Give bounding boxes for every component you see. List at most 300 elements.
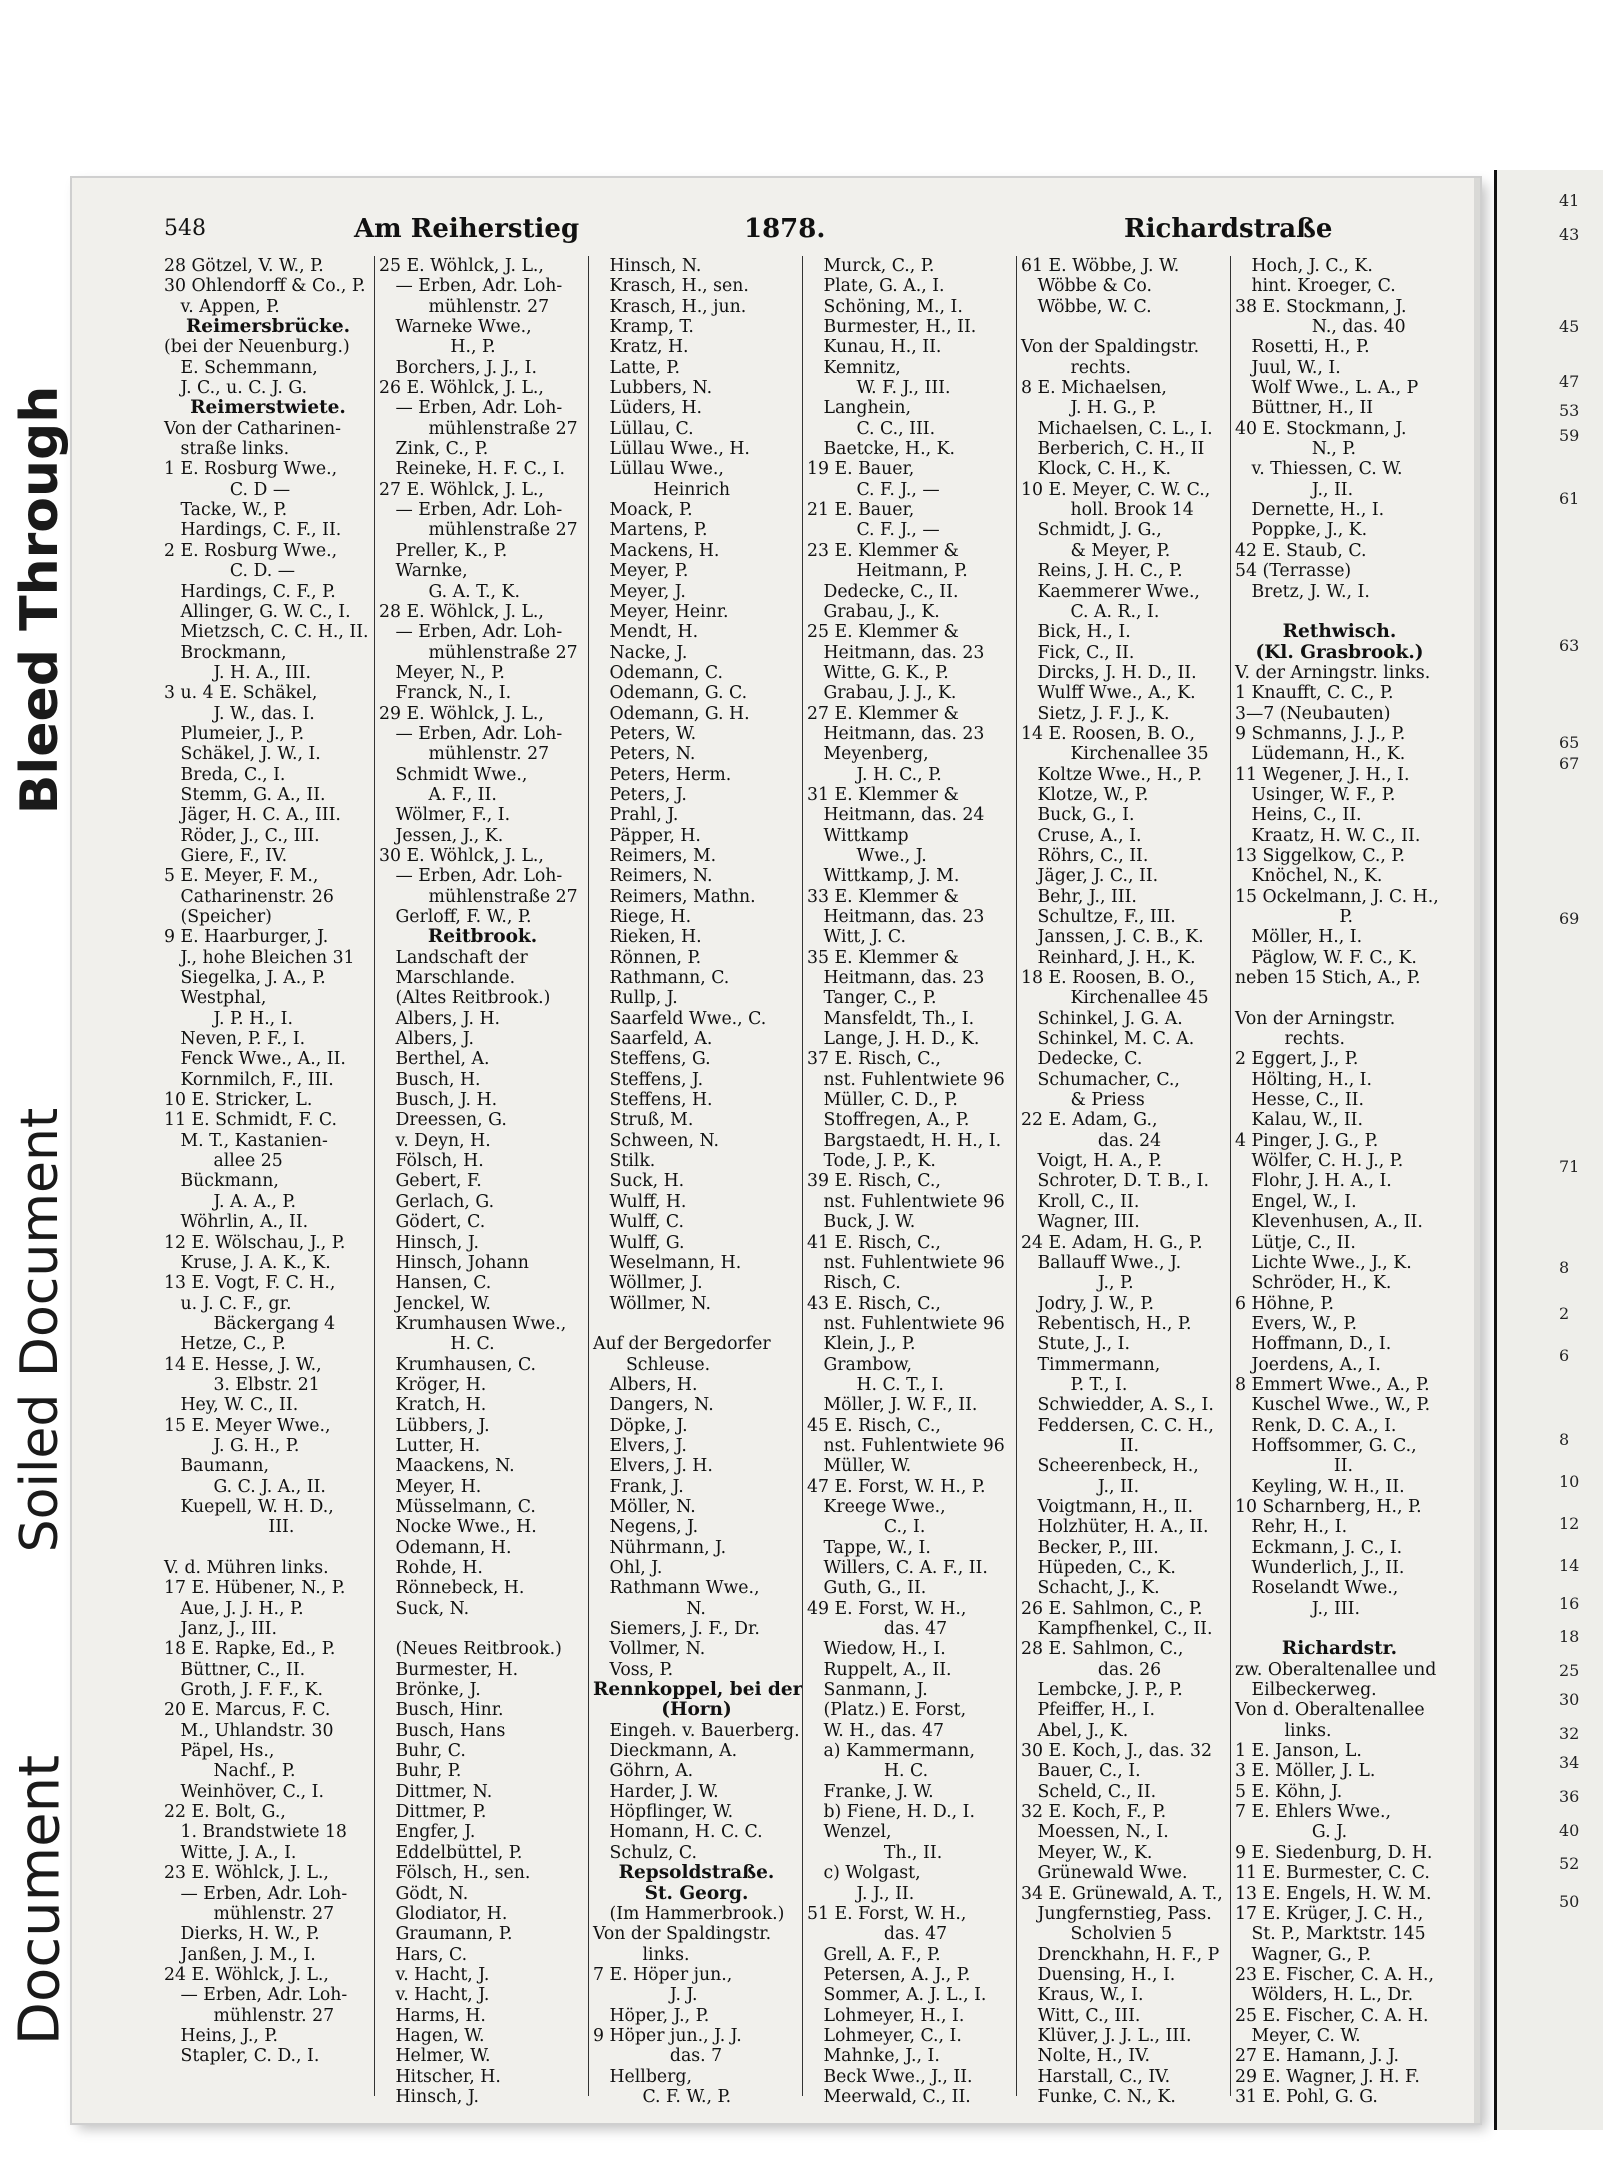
directory-entry: v. Appen, P. bbox=[164, 296, 280, 317]
directory-entry: 24 E. Adam, H. G., P. bbox=[1021, 1232, 1203, 1253]
directory-entry: Sommer, A. J. L., I. bbox=[807, 1985, 987, 2006]
directory-entry: Grambow, bbox=[807, 1354, 912, 1375]
directory-entry: 7 E. Ehlers Wwe., bbox=[1235, 1802, 1391, 1823]
directory-entry: II. bbox=[1235, 1456, 1354, 1477]
directory-entry: Janz, J., III. bbox=[164, 1619, 277, 1640]
directory-entry: J., P. bbox=[1021, 1273, 1134, 1294]
directory-entry: Dedecke, C., II. bbox=[807, 581, 959, 602]
directory-entry: a) Kammermann, bbox=[807, 1741, 975, 1762]
directory-entry: Eilbeckerweg. bbox=[1235, 1680, 1377, 1701]
directory-entry: III. bbox=[164, 1517, 295, 1538]
directory-entry: Feddersen, C. C. H., bbox=[1021, 1415, 1214, 1436]
directory-entry: neben 15 Stich, A., P. bbox=[1235, 968, 1421, 989]
directory-entry: Hoffmann, D., I. bbox=[1235, 1334, 1392, 1355]
directory-column-5 bbox=[1016, 256, 1228, 2107]
directory-entry: Heins, C., II. bbox=[1235, 805, 1362, 826]
directory-entry: Brockmann, bbox=[164, 642, 287, 663]
directory-entry: mühlenstraße 27 bbox=[379, 520, 578, 541]
directory-entry: Hitscher, H. bbox=[379, 2066, 501, 2087]
margin-fragment: 63 bbox=[1559, 636, 1580, 656]
directory-entry: Gödt, N. bbox=[379, 1883, 469, 1904]
directory-entry: Weinhöver, C., I. bbox=[164, 1781, 324, 1802]
directory-entry: Hoch, J. C., K. bbox=[1235, 256, 1373, 276]
directory-entry: Heitmann, das. 23 bbox=[807, 642, 985, 663]
directory-entry: allee 25 bbox=[164, 1151, 283, 1172]
directory-entry: Witte, J. A., I. bbox=[164, 1842, 297, 1863]
directory-entry: Weselmann, H. bbox=[593, 1252, 742, 1273]
directory-entry: 31 E. Pohl, G. G. bbox=[1235, 2086, 1378, 2107]
directory-entry: Rieken, H. bbox=[593, 927, 702, 948]
directory-entry: Hey, W. C., II. bbox=[164, 1395, 299, 1416]
directory-entry: Bretz, J. W., I. bbox=[1235, 581, 1370, 602]
directory-entry: 11 E. Burmester, C. C. bbox=[1235, 1863, 1430, 1884]
directory-entry: Baumann, bbox=[164, 1456, 270, 1477]
directory-entry: Plumeier, J., P. bbox=[164, 723, 305, 744]
directory-entry: Päglow, W. F. C., K. bbox=[1235, 947, 1417, 968]
directory-entry: Gerlach, G. bbox=[379, 1191, 495, 1212]
directory-entry: W. F. J., III. bbox=[807, 378, 951, 399]
margin-fragment: 10 bbox=[1559, 1472, 1580, 1491]
margin-fragment: 52 bbox=[1559, 1854, 1580, 1874]
margin-fragment: 25 bbox=[1559, 1661, 1580, 1680]
directory-entry: J. H. A., III. bbox=[164, 662, 311, 683]
directory-entry: Mietzsch, C. C. H., II. bbox=[164, 622, 369, 643]
directory-entry: Heitmann, P. bbox=[807, 561, 968, 582]
directory-entry: Janssen, J. C. B., K. bbox=[1021, 927, 1204, 948]
directory-entry: 49 E. Forst, W. H., bbox=[807, 1598, 967, 1619]
directory-entry: Preller, K., P. bbox=[379, 540, 508, 561]
directory-entry: 24 E. Wöhlck, J. L., bbox=[164, 1964, 329, 1985]
directory-entry: Wölders, H. L., Dr. bbox=[1235, 1985, 1414, 2006]
directory-entry: Berberich, C. H., II bbox=[1021, 439, 1205, 460]
archive-stamp-strip bbox=[0, 0, 80, 2177]
directory-entry: Joerdens, A., I. bbox=[1235, 1354, 1381, 1375]
directory-entry: 23 E. Klemmer & bbox=[807, 540, 959, 561]
directory-entry: Wolf Wwe., L. A., P bbox=[1235, 378, 1419, 399]
directory-entry: 26 E. Sahlmon, C., P. bbox=[1021, 1598, 1203, 1619]
directory-entry: Gebert, F. bbox=[379, 1171, 482, 1192]
directory-entry: Höper, J., P. bbox=[593, 2005, 710, 2026]
directory-entry: P. bbox=[1235, 907, 1353, 927]
directory-entry: Peters, J. bbox=[593, 784, 687, 805]
directory-entry: 47 E. Forst, W. H., P. bbox=[807, 1476, 986, 1497]
directory-entry: Nacke, J. bbox=[593, 642, 688, 663]
directory-entry: G. A. T., K. bbox=[379, 581, 520, 602]
directory-entry: II. bbox=[1021, 1435, 1140, 1456]
directory-entry: Riege, H. bbox=[593, 907, 692, 927]
directory-entry: Fick, C., II. bbox=[1021, 642, 1135, 663]
bleed-through-stamp: Bleed Through bbox=[10, 385, 70, 815]
directory-entry: Wulff, H. bbox=[593, 1191, 687, 1212]
soiled-document-stamp: Soiled Document bbox=[10, 1107, 70, 1553]
directory-entry: Abel, J., K. bbox=[1021, 1720, 1129, 1741]
directory-entry: P. T., I. bbox=[1021, 1374, 1128, 1395]
directory-entry: Burmester, H. bbox=[379, 1659, 519, 1680]
directory-entry: Franck, N., I. bbox=[379, 683, 512, 704]
directory-entry: Peters, W. bbox=[593, 723, 697, 744]
directory-page bbox=[72, 178, 1480, 2123]
directory-entry: 5 E. Köhn, J. bbox=[1235, 1781, 1343, 1802]
directory-entry: Krumhausen, C. bbox=[379, 1354, 537, 1375]
directory-entry: Marschlande. bbox=[379, 968, 516, 989]
column-spacer bbox=[164, 1538, 372, 1558]
directory-entry: — Erben, Adr. Loh- bbox=[164, 1985, 348, 2006]
directory-entry: 6 Höhne, P. bbox=[1235, 1293, 1335, 1314]
directory-entry: Wagner, III. bbox=[1021, 1212, 1140, 1233]
directory-entry: Möller, J. W. F., II. bbox=[807, 1395, 978, 1416]
directory-entry: das. 7 bbox=[593, 2046, 723, 2067]
directory-entry: Berthel, A. bbox=[379, 1049, 490, 1070]
directory-entry: C. F. J., — bbox=[807, 479, 940, 500]
directory-entry: Schultze, F., III. bbox=[1021, 907, 1176, 927]
directory-entry: Hansen, C. bbox=[379, 1273, 492, 1294]
directory-entry: Harms, H. bbox=[379, 2005, 486, 2026]
directory-entry: — Erben, Adr. Loh- bbox=[379, 398, 563, 419]
directory-entry: 22 E. Bolt, G., bbox=[164, 1802, 286, 1823]
directory-entry: Aue, J. J. H., P. bbox=[164, 1598, 304, 1619]
directory-entry: Bäckergang 4 bbox=[164, 1313, 336, 1334]
directory-entry: 14 E. Hesse, J. W., bbox=[164, 1354, 322, 1375]
margin-fragment: 18 bbox=[1559, 1627, 1580, 1647]
directory-entry: Cruse, A., I. bbox=[1021, 825, 1142, 846]
directory-entry: Wölmer, F., I. bbox=[379, 805, 511, 826]
directory-entry: 1 E. Rosburg Wwe., bbox=[164, 459, 338, 480]
directory-entry: Wöbbe, W. C. bbox=[1021, 296, 1152, 317]
directory-entry: straße links. bbox=[164, 439, 290, 460]
directory-entry: Engfer, J. bbox=[379, 1822, 476, 1843]
adjacent-page-edge bbox=[1494, 170, 1603, 2130]
street-heading: Rethwisch. bbox=[1282, 621, 1397, 643]
directory-entry: H. C. bbox=[379, 1334, 495, 1355]
street-heading: Reimersbrücke. bbox=[185, 316, 351, 338]
directory-entry: Tacke, W., P. bbox=[164, 500, 288, 521]
directory-entry: Voss, P. bbox=[593, 1659, 674, 1680]
directory-entry: 20 E. Marcus, F. C. bbox=[164, 1700, 331, 1721]
directory-entry: Usinger, W. F., P. bbox=[1235, 784, 1396, 805]
directory-entry: Busch, J. H. bbox=[379, 1090, 498, 1111]
directory-entry: mühlenstraße 27 bbox=[379, 642, 578, 663]
directory-entry: Hinsch, J. bbox=[379, 1232, 479, 1253]
directory-entry: Maackens, N. bbox=[379, 1456, 515, 1477]
margin-fragment: 12 bbox=[1559, 1514, 1580, 1533]
directory-entry: Wenzel, bbox=[807, 1822, 892, 1843]
directory-entry: Voigt, H. A., P. bbox=[1021, 1151, 1162, 1172]
directory-column-1 bbox=[164, 256, 372, 2096]
year-label: 1878. bbox=[744, 214, 826, 244]
directory-entry: 27 E. Wöhlck, J. L., bbox=[379, 479, 544, 500]
directory-entry: 28 E. Wöhlck, J. L., bbox=[379, 601, 544, 622]
directory-entry: Dieckmann, A. bbox=[593, 1741, 738, 1762]
directory-entry: 3. Elbstr. 21 bbox=[164, 1374, 320, 1395]
directory-entry: Kramp, T. bbox=[593, 317, 694, 338]
directory-entry: H. C. bbox=[807, 1761, 929, 1782]
directory-entry: W. H., das. 47 bbox=[807, 1720, 944, 1741]
directory-entry: Nachf., P. bbox=[164, 1761, 296, 1782]
directory-entry: Breda, C., I. bbox=[164, 764, 286, 785]
directory-entry: C. A. R., I. bbox=[1021, 601, 1160, 622]
directory-entry: Neven, P. F., I. bbox=[164, 1029, 306, 1050]
directory-entry: Westphal, bbox=[164, 988, 267, 1009]
directory-entry: — Erben, Adr. Loh- bbox=[379, 500, 563, 521]
directory-entry: Rosetti, H., P. bbox=[1235, 337, 1370, 358]
directory-entry: Lüllau Wwe., H. bbox=[593, 439, 750, 460]
directory-entry: C. F. W., P. bbox=[593, 2086, 732, 2107]
directory-entry: Willers, C. A. F., II. bbox=[807, 1558, 988, 1578]
directory-entry: Eckmann, J. C., I. bbox=[1235, 1537, 1403, 1558]
directory-entry: Meyer, P. bbox=[593, 561, 689, 582]
directory-entry: Funke, C. N., K. bbox=[1021, 2086, 1176, 2107]
directory-entry: Renk, D. C. A., I. bbox=[1235, 1415, 1397, 1436]
directory-entry: — Erben, Adr. Loh- bbox=[379, 866, 563, 887]
directory-entry: Mahnke, J., I. bbox=[807, 2046, 940, 2067]
directory-entry: Tappe, W., I. bbox=[807, 1537, 931, 1558]
directory-entry: 1 E. Janson, L. bbox=[1235, 1741, 1362, 1762]
directory-entry: Kroll, C., II. bbox=[1021, 1191, 1140, 1212]
directory-entry: 17 E. Hübener, N., P. bbox=[164, 1578, 346, 1599]
directory-entry: Reineke, H. F. C., I. bbox=[379, 459, 566, 480]
directory-entry: Klock, C. H., K. bbox=[1021, 459, 1172, 480]
directory-entry: Graumann, P. bbox=[379, 1924, 513, 1945]
directory-entry: Klein, J., P. bbox=[807, 1334, 916, 1355]
margin-fragment: 69 bbox=[1559, 909, 1580, 929]
directory-entry: Bargstaedt, H. H., I. bbox=[807, 1130, 1002, 1151]
directory-entry: 4 Pinger, J. G., P. bbox=[1235, 1130, 1379, 1151]
directory-entry: Jäger, H. C. A., III. bbox=[164, 805, 341, 826]
directory-entry: Keyling, W. H., II. bbox=[1235, 1476, 1405, 1497]
directory-entry: Auf der Bergedorfer bbox=[593, 1334, 771, 1355]
directory-entry: Moack, P. bbox=[593, 500, 693, 521]
directory-entry: 35 E. Klemmer & bbox=[807, 947, 959, 968]
directory-entry: 9 E. Haarburger, J. bbox=[164, 927, 329, 948]
directory-entry: Mendt, H. bbox=[593, 622, 699, 643]
directory-entry: mühlenstr. 27 bbox=[379, 744, 550, 765]
directory-entry: Groth, J. F. F., K. bbox=[164, 1680, 324, 1701]
directory-entry: 11 Wegener, J. H., I. bbox=[1235, 764, 1410, 785]
directory-entry: Busch, Hinr. bbox=[379, 1700, 504, 1721]
directory-entry: Stapler, C. D., I. bbox=[164, 2046, 320, 2067]
directory-entry: Krasch, H., sen. bbox=[593, 276, 749, 297]
directory-entry: 29 E. Wöhlck, J. L., bbox=[379, 703, 544, 724]
directory-entry: M., Uhlandstr. 30 bbox=[164, 1720, 334, 1741]
directory-entry: 9 Schmanns, J. J., P. bbox=[1235, 723, 1406, 744]
directory-entry: 2 E. Rosburg Wwe., bbox=[164, 540, 338, 561]
directory-entry: Kraus, W., I. bbox=[1021, 1985, 1144, 2006]
directory-entry: Grabau, J., K. bbox=[807, 601, 940, 622]
directory-entry: Jenckel, W. bbox=[379, 1293, 491, 1314]
directory-entry: Bückmann, bbox=[164, 1171, 279, 1192]
directory-entry: Negens, J. bbox=[593, 1517, 699, 1538]
directory-entry: (Speicher) bbox=[164, 907, 272, 927]
directory-entry: C., I. bbox=[807, 1517, 926, 1538]
directory-entry: Büttner, H., II bbox=[1235, 398, 1374, 419]
margin-fragment: 16 bbox=[1559, 1593, 1580, 1613]
directory-entry: mühlenstr. 27 bbox=[379, 296, 550, 317]
directory-entry: Möller, N. bbox=[593, 1496, 696, 1517]
directory-entry: 8 Emmert Wwe., A., P. bbox=[1235, 1374, 1430, 1395]
directory-entry: 9 E. Siedenburg, D. H. bbox=[1235, 1842, 1433, 1863]
directory-entry: Müller, C. D., P. bbox=[807, 1090, 958, 1111]
directory-entry: Buhr, C. bbox=[379, 1741, 466, 1762]
directory-entry: Odemann, G. C. bbox=[593, 683, 748, 704]
directory-entry: Evers, W., P. bbox=[1235, 1313, 1358, 1334]
directory-entry: G. C. J. A., II. bbox=[164, 1476, 326, 1497]
directory-entry: nst. Fuhlentwiete 96 bbox=[807, 1252, 1005, 1273]
directory-column-4 bbox=[802, 256, 1014, 2107]
directory-entry: c) Wolgast, bbox=[807, 1863, 921, 1884]
directory-entry: (Neues Reitbrook.) bbox=[379, 1639, 562, 1660]
margin-fragment: 43 bbox=[1559, 224, 1580, 244]
directory-entry: Lüllau, C. bbox=[593, 418, 694, 439]
directory-entry: 12 E. Wölschau, J., P. bbox=[164, 1232, 346, 1253]
directory-entry: Krasch, H., jun. bbox=[593, 296, 747, 317]
directory-entry: & Priess bbox=[1021, 1090, 1145, 1111]
directory-entry: Meyer, J. bbox=[593, 581, 686, 602]
directory-entry: 25 E. Fischer, C. A. H. bbox=[1235, 2005, 1429, 2026]
directory-entry: Janßen, J. M., I. bbox=[164, 1944, 316, 1965]
directory-entry: Reinhard, J. H., K. bbox=[1021, 947, 1196, 968]
directory-entry: & Meyer, P. bbox=[1021, 540, 1171, 561]
directory-entry: 2 Eggert, J., P. bbox=[1235, 1049, 1359, 1070]
margin-fragment: 6 bbox=[1559, 1346, 1570, 1365]
directory-entry: Mansfeldt, Th., I. bbox=[807, 1008, 975, 1029]
directory-entry: M. T., Kastanien- bbox=[164, 1130, 328, 1151]
directory-entry: Martens, P. bbox=[593, 520, 708, 541]
directory-entry: Meyer, C. W. bbox=[1235, 2025, 1361, 2046]
directory-entry: Suck, H. bbox=[593, 1171, 685, 1192]
directory-entry: Meyenberg, bbox=[807, 744, 929, 765]
directory-entry: Sietz, J. F. J., K. bbox=[1021, 703, 1170, 724]
directory-entry: Kirchenallee 35 bbox=[1021, 744, 1209, 765]
directory-entry: Lütje, C., II. bbox=[1235, 1232, 1356, 1253]
directory-entry: Mackens, H. bbox=[593, 540, 720, 561]
directory-entry: Steffens, J. bbox=[593, 1069, 704, 1090]
directory-entry: Dangers, N. bbox=[593, 1395, 714, 1416]
directory-entry: 3—7 (Neubauten) bbox=[1235, 703, 1391, 724]
directory-entry: Vollmer, N. bbox=[593, 1639, 706, 1660]
directory-entry: 34 E. Grünewald, A. T., bbox=[1021, 1883, 1223, 1904]
directory-entry: Scheld, C., II. bbox=[1021, 1781, 1157, 1802]
directory-entry: Fenck Wwe., A., II. bbox=[164, 1049, 346, 1070]
directory-entry: 28 Götzel, V. W., P. bbox=[164, 256, 324, 276]
directory-entry: Schäkel, J. W., I. bbox=[164, 744, 321, 765]
directory-entry: Lohmeyer, C., I. bbox=[807, 2025, 962, 2046]
directory-entry: Kalau, W., II. bbox=[1235, 1110, 1364, 1131]
directory-entry: Saarfeld, A. bbox=[593, 1029, 713, 1050]
directory-entry: Tanger, C., P. bbox=[807, 988, 937, 1009]
directory-entry: Wiedow, H., I. bbox=[807, 1639, 946, 1660]
directory-entry: J., II. bbox=[1235, 479, 1354, 500]
directory-entry: Hellberg, bbox=[593, 2066, 692, 2087]
directory-entry: 33 E. Klemmer & bbox=[807, 886, 959, 907]
directory-entry: (Platz.) E. Forst, bbox=[807, 1700, 967, 1721]
directory-entry: Schwiedder, A. S., I. bbox=[1021, 1395, 1214, 1416]
directory-entry: 26 E. Wöhlck, J. L., bbox=[379, 378, 544, 399]
directory-entry: 10 Scharnberg, H., P. bbox=[1235, 1496, 1422, 1517]
margin-fragment: 32 bbox=[1559, 1724, 1580, 1743]
directory-entry: rechts. bbox=[1021, 357, 1132, 378]
directory-entry: Fölsch, H. bbox=[379, 1151, 484, 1172]
directory-entry: Kornmilch, F., III. bbox=[164, 1069, 334, 1090]
directory-entry: 27 E. Klemmer & bbox=[807, 703, 959, 724]
directory-entry: Schmidt Wwe., bbox=[379, 764, 528, 785]
directory-entry: 42 E. Staub, C. bbox=[1235, 540, 1367, 561]
directory-entry: Schacht, J., K. bbox=[1021, 1578, 1160, 1599]
directory-entry: Witt, J. C. bbox=[807, 927, 907, 948]
directory-entry: Bick, H., I. bbox=[1021, 622, 1131, 643]
directory-entry: Kuschel Wwe., W., P. bbox=[1235, 1395, 1431, 1416]
directory-entry: Nocke Wwe., H. bbox=[379, 1517, 537, 1538]
directory-entry: Guth, G., II. bbox=[807, 1578, 927, 1599]
directory-entry: Risch, C. bbox=[807, 1273, 901, 1294]
directory-entry: (bei der Neuenburg.) bbox=[164, 337, 350, 358]
directory-entry: Wittkamp, J. M. bbox=[807, 866, 960, 887]
directory-entry: rechts. bbox=[1235, 1029, 1346, 1050]
directory-entry: Siemers, J. F., Dr. bbox=[593, 1619, 760, 1640]
page-header bbox=[164, 214, 1434, 248]
directory-columns bbox=[164, 256, 1444, 2107]
directory-entry: (Im Hammerbrook.) bbox=[593, 1903, 785, 1924]
directory-entry: Albers, J. H. bbox=[379, 1008, 501, 1029]
directory-entry: 14 E. Roosen, B. O., bbox=[1021, 723, 1195, 744]
directory-entry: Kratch, H. bbox=[379, 1395, 487, 1416]
directory-entry: Odemann, C. bbox=[593, 662, 723, 683]
directory-entry: Wittkamp bbox=[807, 825, 909, 846]
document-stamp: Document bbox=[7, 1754, 73, 2046]
directory-entry: Roselandt Wwe., bbox=[1235, 1578, 1399, 1599]
directory-entry: Schmidt, J. G., bbox=[1021, 520, 1162, 541]
directory-entry: H., P. bbox=[379, 337, 496, 358]
directory-entry: 13 E. Engels, H. W. M. bbox=[1235, 1883, 1432, 1904]
margin-fragment: 45 bbox=[1559, 317, 1580, 336]
directory-entry: das. 47 bbox=[807, 1924, 948, 1945]
margin-fragment: 2 bbox=[1559, 1304, 1570, 1323]
directory-entry: J., III. bbox=[1235, 1598, 1360, 1619]
directory-entry: Röhrs, C., II. bbox=[1021, 845, 1149, 866]
directory-entry: Beck Wwe., J., II. bbox=[807, 2066, 973, 2087]
directory-entry: Reimers, N. bbox=[593, 866, 713, 887]
directory-entry: Heitmann, das. 23 bbox=[807, 968, 985, 989]
directory-entry: Witte, G. K., P. bbox=[807, 662, 949, 683]
directory-entry: Franke, J. W. bbox=[807, 1781, 934, 1802]
directory-entry: Heitmann, das. 23 bbox=[807, 907, 985, 927]
directory-entry: Frank, J. bbox=[593, 1476, 684, 1497]
directory-entry: Reimers, M. bbox=[593, 845, 717, 866]
directory-entry: Grünewald Wwe. bbox=[1021, 1863, 1188, 1884]
directory-entry: Lüdemann, H., K. bbox=[1235, 744, 1406, 765]
directory-entry: J. J., II. bbox=[807, 1883, 915, 1904]
directory-entry: Voigtmann, H., II. bbox=[1021, 1496, 1193, 1517]
directory-entry: Kreege Wwe., bbox=[807, 1496, 946, 1517]
directory-entry: Steffens, H. bbox=[593, 1090, 713, 1111]
column-spacer bbox=[1235, 1619, 1444, 1639]
margin-fragment: 8 bbox=[1559, 1257, 1570, 1277]
directory-entry: Wulff, G. bbox=[593, 1232, 685, 1253]
directory-entry: 38 E. Stockmann, J. bbox=[1235, 296, 1407, 317]
directory-entry: Baetcke, H., K. bbox=[807, 439, 955, 460]
directory-entry: 23 E. Fischer, C. A. H., bbox=[1235, 1964, 1434, 1985]
directory-entry: Michaelsen, C. L., I. bbox=[1021, 418, 1213, 439]
directory-entry: Von der Spaldingstr. bbox=[593, 1924, 772, 1945]
directory-entry: 31 E. Klemmer & bbox=[807, 784, 959, 805]
directory-entry: Zink, C., P. bbox=[379, 439, 489, 460]
directory-entry: Wagner, G., P. bbox=[1235, 1944, 1372, 1965]
directory-entry: Wöllmer, J. bbox=[593, 1273, 703, 1294]
directory-entry: Lembcke, J. P., P. bbox=[1021, 1680, 1183, 1701]
directory-entry: Prahl, J. bbox=[593, 805, 679, 826]
directory-entry: das. 47 bbox=[807, 1619, 948, 1640]
directory-entry: Borchers, J. J., I. bbox=[379, 357, 537, 378]
directory-entry: Döpke, J. bbox=[593, 1415, 688, 1436]
